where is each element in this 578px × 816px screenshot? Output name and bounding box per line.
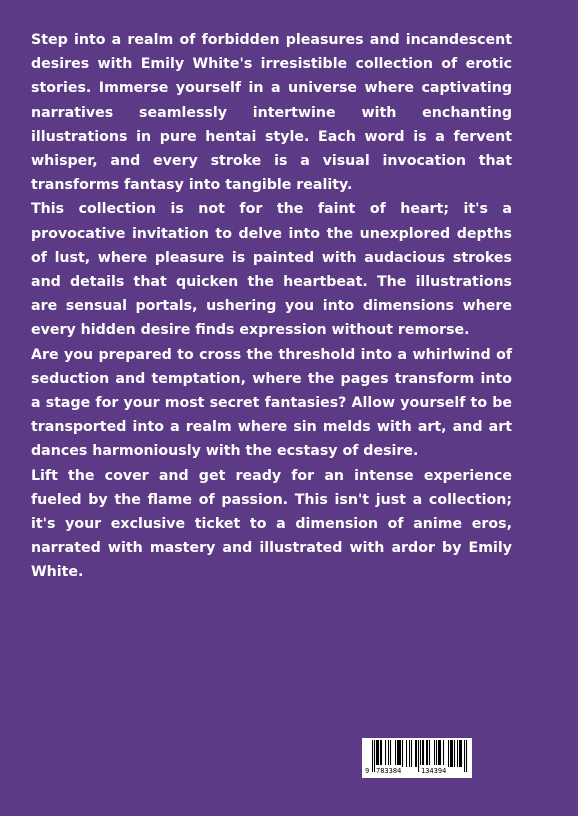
barcode-bar: [439, 740, 440, 767]
barcode-bar: [397, 740, 398, 767]
barcode-bar: [398, 740, 399, 767]
barcode-bar: [409, 740, 410, 767]
blurb-text: [31, 28, 512, 585]
barcode-bar: [399, 740, 400, 767]
barcode-bar: [426, 740, 427, 767]
barcode-bar: [380, 740, 381, 767]
barcode-bar: [416, 740, 417, 767]
barcode-bar: [402, 740, 403, 767]
blurb-paragraph-3: Are you prepared to cross the threshold into a whirlwind of seduction and temptation, where the pages transform into a stage for your most secret fantasies? Allow yourself to be transported into a realm where sin melds with art, and art dances harmoniously with the ecstasy of desire.: [31, 346, 512, 460]
barcode-bar: [415, 740, 416, 767]
barcode-bar: [443, 740, 444, 767]
barcode-bar: [434, 740, 435, 767]
barcode-bar: [400, 740, 401, 767]
blurb-paragraph-2: This collection is not for the faint of heart; it's a provocative invitation to delve into the unexplored depths of lust, where pleasure is painted with audacious strokes and details that quicken the heartbeat. The illustrations are sensual portals, ushering you into dimensions where every hidden desire finds expression without remorse.: [31, 201, 512, 339]
barcode-bar: [461, 740, 462, 767]
barcode-bar: [436, 740, 437, 767]
barcode-bar: [451, 740, 452, 767]
barcode-bar: [429, 740, 430, 767]
barcode-bar: [390, 740, 391, 767]
blurb-paragraph-1: Step into a realm of forbidden pleasures and incandescent desires with Emily White's irresistible collection of erotic stories. Immerse yourself in a universe where captivating narratives seamlessly intertwine with enchanting illustrations in pure hentai style. Each word is a fervent whisper, and every stroke is a visual invocation that transforms fantasy into tangible reality.: [31, 32, 512, 194]
barcode-bar: [438, 740, 439, 767]
barcode-bar: [457, 740, 458, 767]
blurb-paragraph-4: Lift the cover and get ready for an intense experience fueled by the flame of passion. This isn't just a collection; it's your exclusive ticket to a dimension of anime eros, narrated with mastery and illustrated with ardor by Emily White.: [31, 467, 512, 581]
barcode-bar: [440, 740, 441, 767]
barcode-bar: [422, 740, 423, 767]
barcode-bar: [452, 740, 453, 767]
barcode-bar: [385, 740, 386, 767]
barcode-bar: [427, 740, 428, 767]
barcode-digits: [362, 765, 472, 777]
barcode-bar: [377, 740, 378, 767]
barcode-bar: [388, 740, 389, 767]
barcode-bar: [381, 740, 382, 767]
barcode-bar: [423, 740, 424, 767]
barcode-bar: [450, 740, 451, 767]
barcode-bar: [454, 740, 455, 767]
barcode-bar: [376, 740, 377, 767]
barcode-bar: [460, 740, 461, 767]
barcode-bar: [395, 740, 396, 767]
barcode-right-digits: 134394: [421, 767, 447, 775]
barcode-bar: [406, 740, 407, 767]
barcode-bar: [411, 740, 412, 767]
barcode-left-digits: 783384: [376, 767, 402, 775]
isbn-barcode: [362, 738, 472, 778]
barcode-bar: [459, 740, 460, 767]
barcode-bar: [448, 740, 449, 767]
barcode-lead-digit: 9: [365, 767, 370, 775]
barcode-bar: [378, 740, 379, 767]
